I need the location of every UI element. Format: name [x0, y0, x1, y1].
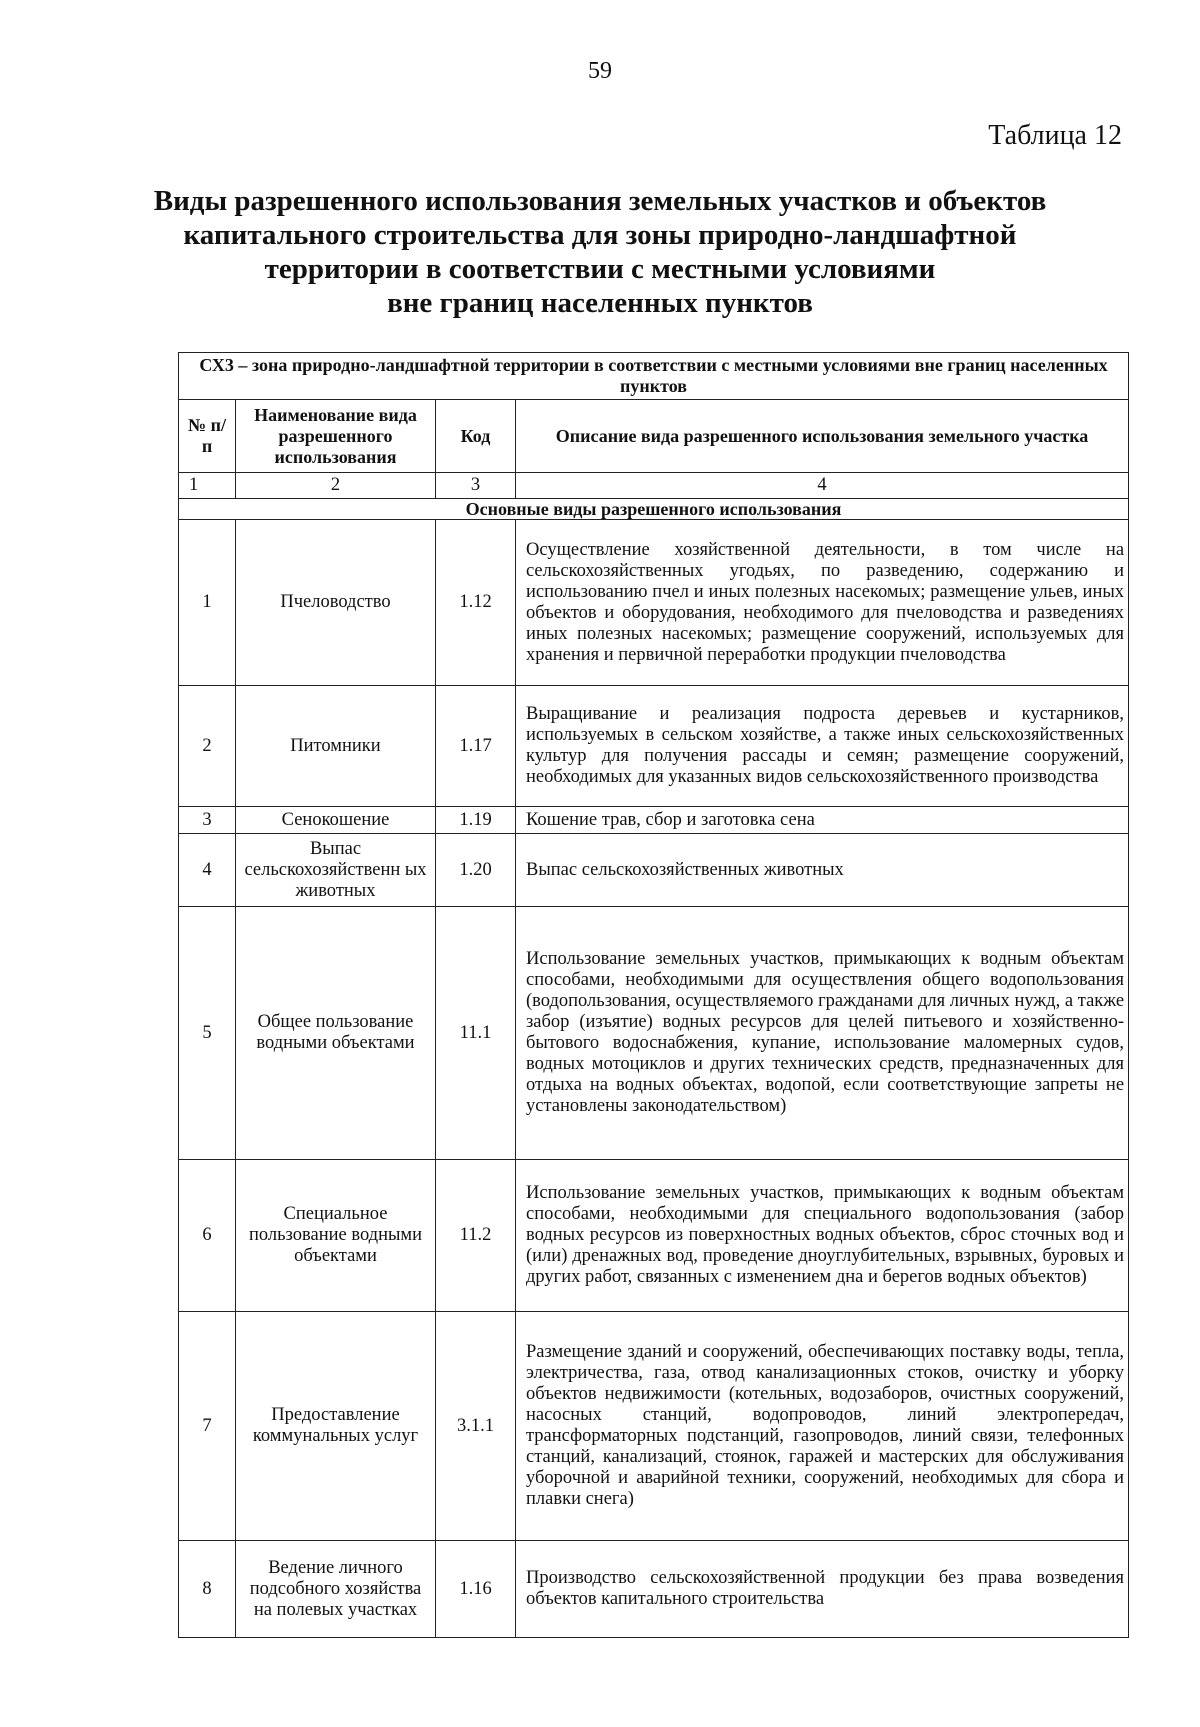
row-code: 1.16 — [436, 1541, 516, 1638]
title-line: капитального строительства для зоны природно-ландшафтной — [183, 219, 1017, 251]
row-description: Выпас сельскохозяйственных животных — [516, 834, 1129, 907]
page-number: 59 — [588, 58, 612, 84]
row-code: 11.2 — [436, 1160, 516, 1312]
table-row — [179, 907, 1129, 1160]
land-use-table — [178, 352, 1129, 1638]
column-number: 4 — [516, 473, 1129, 499]
column-header-desc: Описание вида разрешенного использования земельного участка — [516, 400, 1129, 473]
row-name: Пчеловодство — [236, 520, 436, 686]
row-number: 6 — [179, 1160, 236, 1312]
title-line: Виды разрешенного использования земельных участков и объектов — [153, 185, 1047, 217]
row-name: Предоставление коммунальных услуг — [236, 1312, 436, 1541]
row-number: 3 — [179, 807, 236, 834]
column-header-num: № п/п — [179, 400, 236, 473]
title-line: территории в соответствии с местными условиями — [264, 253, 936, 285]
column-header-name: Наименование вида разрешенного использования — [236, 400, 436, 473]
row-name: Специальное пользование водными объектами — [236, 1160, 436, 1312]
row-code: 1.12 — [436, 520, 516, 686]
row-code: 11.1 — [436, 907, 516, 1160]
column-number: 3 — [436, 473, 516, 499]
row-description: Выращивание и реализация подроста деревьев и кустарников, используемых в сельском хозяйстве, а также иных сельскохозяйственных культур для получения рассады и семян; размещение сооружений, необходимых для указанных видов сельскохозяйственного производства — [516, 686, 1129, 807]
column-number: 1 — [179, 473, 236, 499]
row-number: 7 — [179, 1312, 236, 1541]
table-row — [179, 1541, 1129, 1638]
row-description: Использование земельных участков, примыкающих к водным объектам способами, необходимыми для специального водопользования (забор водных ресурсов из поверхностных водных объектов, сброс сточных вод и (или) дренажных вод, проведение дноуглубительных, взрывных, буровых и других работ, связанных с изменением дна и берегов водных объектов) — [516, 1160, 1129, 1312]
column-number-row — [179, 473, 1129, 499]
row-code: 1.19 — [436, 807, 516, 834]
table-row — [179, 834, 1129, 907]
row-description: Кошение трав, сбор и заготовка сена — [516, 807, 1129, 834]
zone-header: СХ3 – зона природно-ландшафтной территории в соответствии с местными условиями вне границ населенных пунктов — [179, 353, 1129, 400]
row-description: Осуществление хозяйственной деятельности, в том числе на сельскохозяйственных угодьях, по разведению, содержанию и использованию пчел и иных полезных насекомых; размещение ульев, иных объектов и оборудования, необходимого для пчеловодства и разведениях иных полезных насекомых; размещение сооружений, используемых для хранения и первичной переработки продукции пчеловодства — [516, 520, 1129, 686]
table-label: Таблица 12 — [988, 120, 1122, 151]
row-code: 1.17 — [436, 686, 516, 807]
row-number: 5 — [179, 907, 236, 1160]
table-row — [179, 686, 1129, 807]
column-number: 2 — [236, 473, 436, 499]
row-description: Размещение зданий и сооружений, обеспечивающих поставку воды, тепла, электричества, газа, отвод канализационных стоков, очистку и уборку объектов недвижимости (котельных, водозаборов, очистных сооружений, насосных станций, водопроводов, линий электропередач, трансформаторных подстанций, газопроводов, линий связи, телефонных станций, канализаций, стоянок, гаражей и мастерских для обслуживания уборочной и аварийной техники, сооружений, необходимых для сбора и плавки снега) — [516, 1312, 1129, 1541]
document-title — [110, 184, 1090, 320]
row-number: 1 — [179, 520, 236, 686]
row-name: Ведение личного подсобного хозяйства на полевых участках — [236, 1541, 436, 1638]
row-number: 4 — [179, 834, 236, 907]
table-row — [179, 1160, 1129, 1312]
row-name: Общее пользование водными объектами — [236, 907, 436, 1160]
section-title: Основные виды разрешенного использования — [179, 499, 1129, 520]
zone-header-row — [179, 353, 1129, 400]
row-code: 1.20 — [436, 834, 516, 907]
table-row — [179, 807, 1129, 834]
row-description: Использование земельных участков, примыкающих к водным объектам способами, необходимыми для осуществления общего водопользования (водопользования, осуществляемого гражданами для личных нужд, а также забор (изъятие) водных ресурсов для целей питьевого и хозяйственно-бытового водоснабжения, купание, использование маломерных судов, водных мотоциклов и других технических средств, предназначенных для отдыха на водных объектах, водопой, если соответствующие запреты не установлены законодательством) — [516, 907, 1129, 1160]
column-header-row — [179, 400, 1129, 473]
row-name: Сенокошение — [236, 807, 436, 834]
section-row — [179, 499, 1129, 520]
column-header-code: Код — [436, 400, 516, 473]
row-name: Питомники — [236, 686, 436, 807]
table-row — [179, 1312, 1129, 1541]
table-row — [179, 520, 1129, 686]
title-line: вне границ населенных пунктов — [387, 287, 813, 319]
row-number: 2 — [179, 686, 236, 807]
row-name: Выпас сельскохозяйственн ых животных — [236, 834, 436, 907]
row-description: Производство сельскохозяйственной продукции без права возведения объектов капитального строительства — [516, 1541, 1129, 1638]
row-number: 8 — [179, 1541, 236, 1638]
row-code: 3.1.1 — [436, 1312, 516, 1541]
